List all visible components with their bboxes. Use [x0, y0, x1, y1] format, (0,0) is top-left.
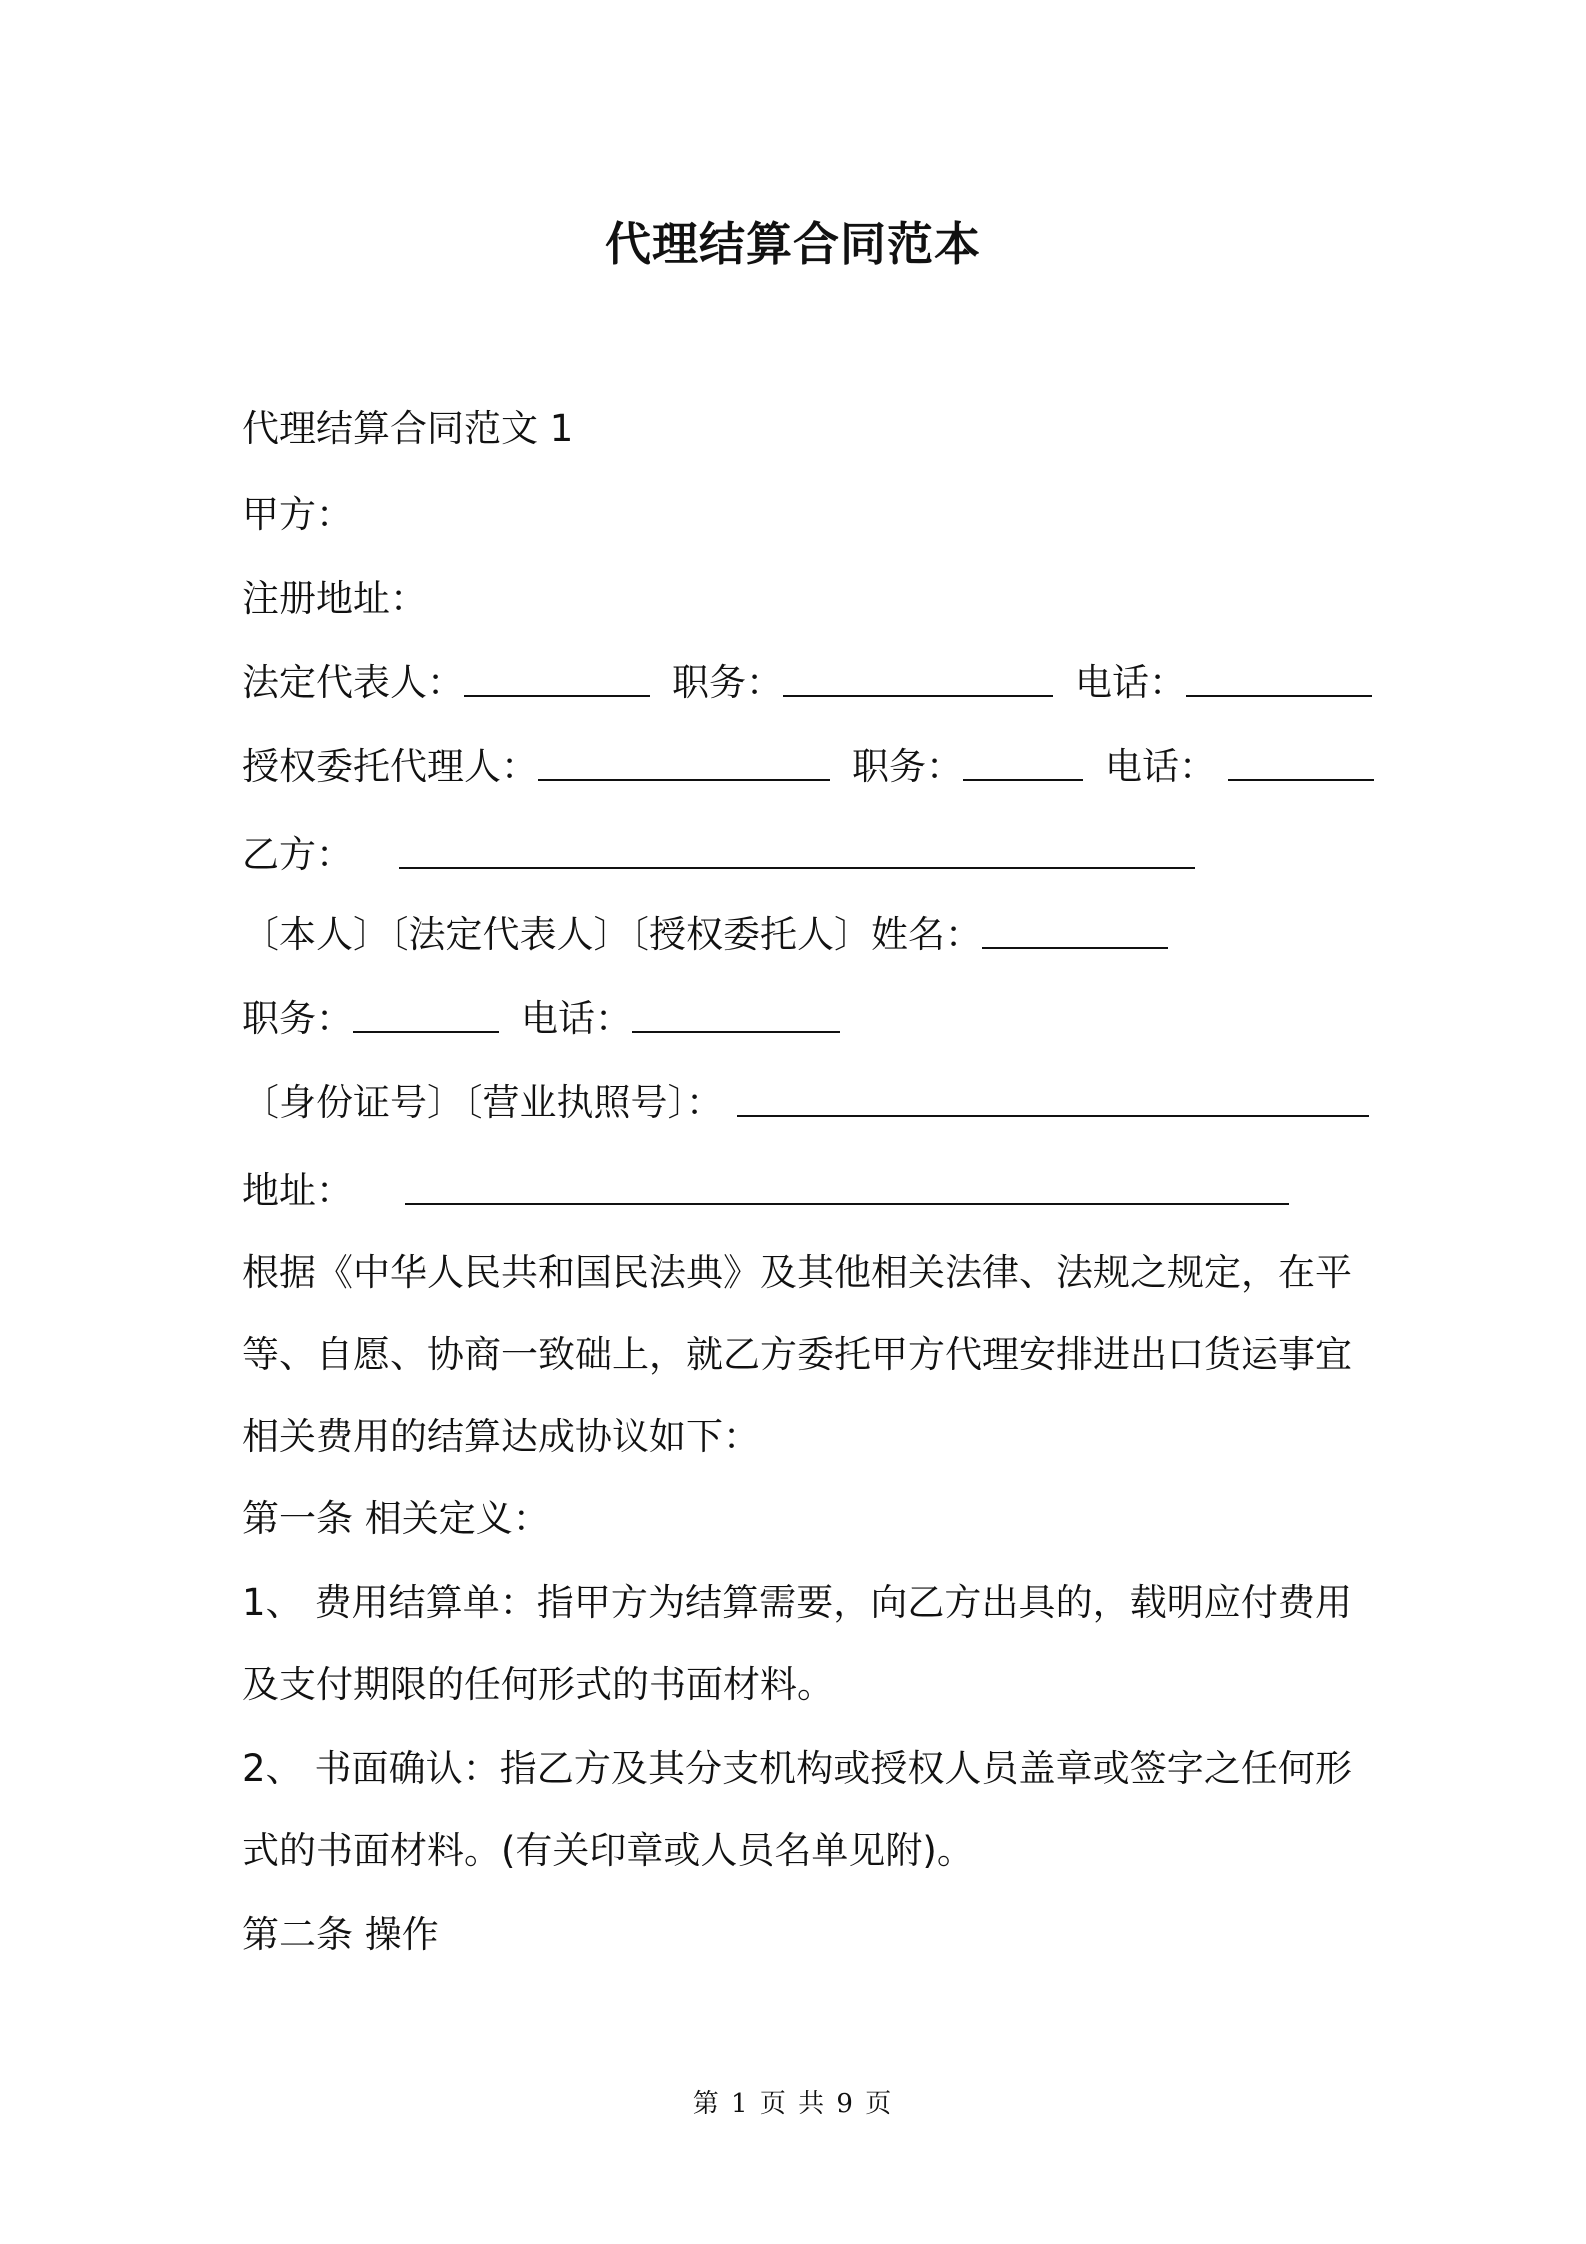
party-b-line	[242, 830, 1195, 880]
legal-rep-phone-label: 电话：	[1075, 661, 1186, 704]
preamble-line-1: 根据《中华人民共和国民法典》及其他相关法律、法规之规定，在平	[242, 1251, 1352, 1294]
party-b-phone-blank	[632, 997, 840, 1033]
agent-phone-blank	[1228, 745, 1374, 781]
id-number-label: 〔身份证号〕〔营业执照号〕：	[242, 1081, 723, 1124]
definition-1-line-1: 1、 费用结算单：指甲方为结算需要，向乙方出具的，载明应付费用	[242, 1581, 1352, 1624]
agent-position-blank	[963, 745, 1083, 781]
definition-1-line-2: 及支付期限的任何形式的书面材料。	[242, 1663, 834, 1706]
position-phone-line	[242, 994, 840, 1044]
legal-rep-label: 法定代表人：	[242, 661, 464, 704]
address-line	[242, 1166, 1289, 1216]
contract-subtitle: 代理结算合同范文 1	[242, 407, 574, 450]
party-b-position-blank	[353, 997, 499, 1033]
legal-rep-line	[242, 658, 1372, 708]
agent-phone-label: 电话：	[1105, 745, 1216, 788]
article-2-heading: 第二条 操作	[242, 1913, 439, 1956]
document-title: 代理结算合同范本	[605, 217, 981, 271]
registered-address-label: 注册地址：	[242, 577, 427, 620]
id-number-line	[242, 1078, 1369, 1128]
agent-position-label: 职务：	[852, 745, 963, 788]
id-number-blank	[737, 1081, 1369, 1117]
legal-rep-blank	[464, 661, 650, 697]
address-label: 地址：	[242, 1169, 353, 1212]
party-b-position-label: 职务：	[242, 997, 353, 1040]
preamble-line-2: 等、自愿、协商一致础上，就乙方委托甲方代理安排进出口货运事宜	[242, 1333, 1352, 1376]
address-blank	[405, 1169, 1289, 1205]
legal-rep-position-label: 职务：	[672, 661, 783, 704]
page-indicator: 第 1 页 共 9 页	[692, 2089, 894, 2119]
party-b-blank	[399, 833, 1195, 869]
party-a-label: 甲方：	[242, 493, 353, 536]
identity-line	[242, 910, 1168, 960]
party-b-label: 乙方：	[242, 833, 353, 876]
definition-2-line-2: 式的书面材料。(有关印章或人员名单见附)。	[242, 1829, 974, 1872]
article-1-heading: 第一条 相关定义：	[242, 1497, 550, 1540]
agent-blank	[538, 745, 830, 781]
party-b-phone-label: 电话：	[521, 997, 632, 1040]
preamble-line-3: 相关费用的结算达成协议如下：	[242, 1415, 760, 1458]
identity-name-blank	[982, 913, 1168, 949]
agent-label: 授权委托代理人：	[242, 745, 538, 788]
agent-line	[242, 742, 1374, 792]
definition-2-line-1: 2、 书面确认：指乙方及其分支机构或授权人员盖章或签字之任何形	[242, 1747, 1352, 1790]
identity-label: 〔本人〕〔法定代表人〕〔授权委托人〕姓名：	[242, 913, 982, 956]
legal-rep-phone-blank	[1186, 661, 1372, 697]
legal-rep-position-blank	[783, 661, 1053, 697]
